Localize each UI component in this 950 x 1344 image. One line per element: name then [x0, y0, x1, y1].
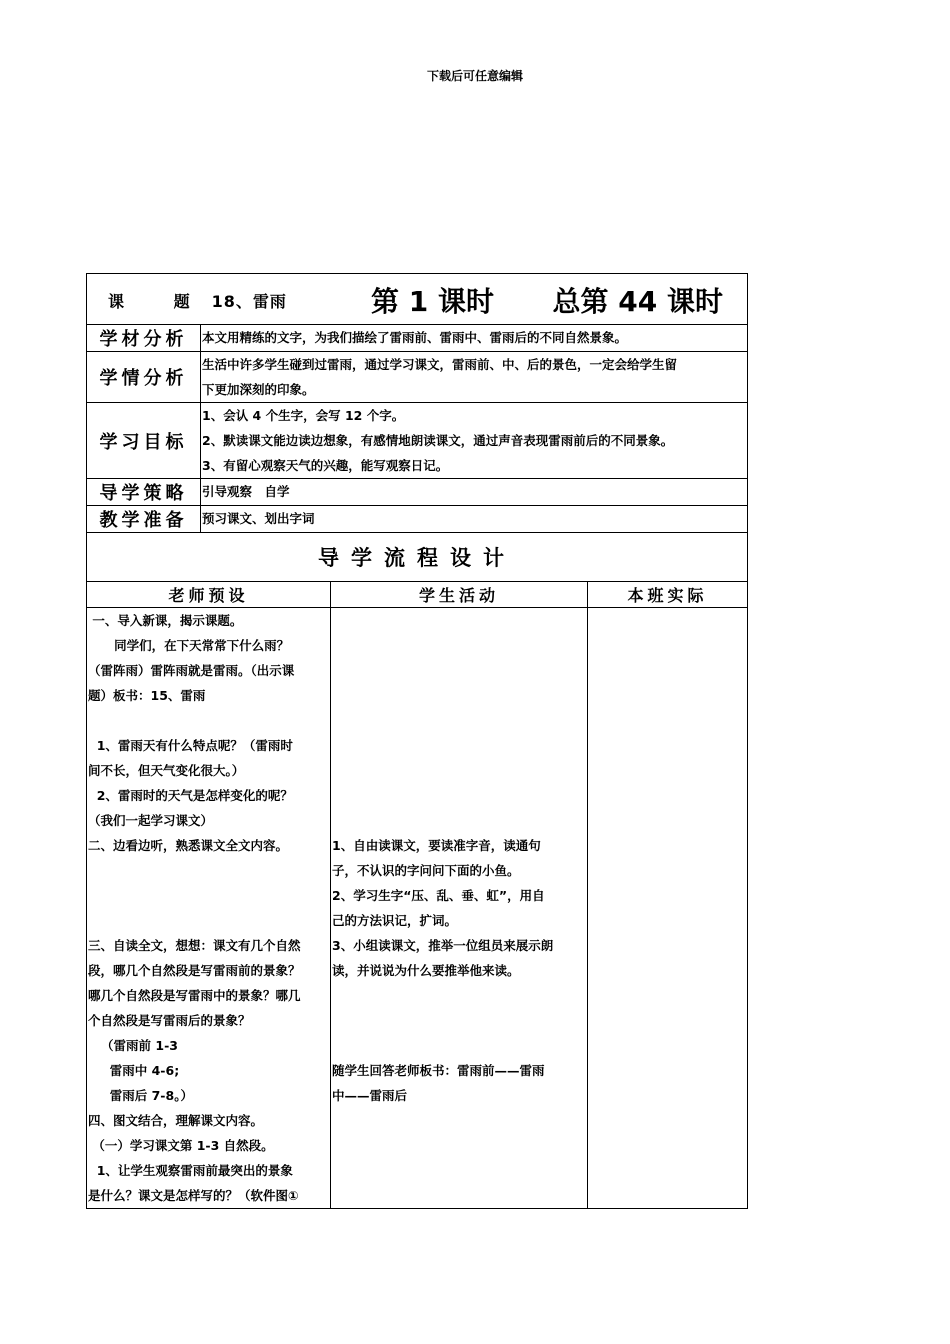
teacher-line: （我们一起学习课文） [88, 813, 214, 828]
student-line [332, 708, 586, 733]
situation-row [87, 352, 748, 403]
student-line: 3、小组读课文，推举一位组员来展示朗 [332, 938, 554, 953]
student-line [332, 1008, 586, 1033]
goals-row [87, 403, 748, 479]
student-column [331, 608, 588, 1209]
ke-ti-label: 课 题 [108, 292, 212, 311]
lesson-plan-table [86, 273, 748, 1209]
total-period-label: 总第 44 课时 [552, 285, 723, 318]
student-line [332, 983, 586, 1008]
teacher-line: 1、雷雨天有什么特点呢？（雷雨时 [88, 738, 293, 753]
teacher-line: （雷雨前 1-3 [88, 1038, 178, 1053]
student-line: 读，并说说为什么要推举他来读。 [332, 963, 520, 978]
goal-2: 2、默读课文能边读边想象，有感情地朗读课文，通过声音表现雷雨前后的不同景象。 [202, 433, 674, 448]
student-line: 子，不认识的字问问下面的小鱼。 [332, 863, 520, 878]
teacher-line: 1、让学生观察雷雨前最突出的景象 [88, 1163, 293, 1178]
teacher-line: 间不长，但天气变化很大。） [88, 763, 245, 778]
teacher-line: 三、自读全文，想想：课文有几个自然 [88, 938, 301, 953]
teacher-line [88, 908, 329, 933]
page-header-note: 下载后可任意编辑 [426, 69, 523, 83]
teacher-line [88, 708, 329, 733]
teacher-line: 哪几个自然段是写雷雨中的景象？哪几 [88, 988, 301, 1003]
student-line [332, 658, 586, 683]
flow-title: 导学流程设计 [87, 533, 748, 582]
student-line [332, 683, 586, 708]
col-teacher-header: 老师预设 [87, 582, 331, 608]
student-line [332, 733, 586, 758]
goal-1: 1、会认 4 个生字，会写 12 个字。 [202, 408, 405, 423]
material-label: 学材分析 [87, 325, 201, 352]
teacher-line: （一）学习课文第 1-3 自然段。 [88, 1138, 274, 1153]
teacher-line: 是什么？课文是怎样写的？（软件图① [88, 1188, 299, 1203]
student-line [332, 808, 586, 833]
teacher-line: 题）板书：15、雷雨 [88, 688, 206, 703]
teacher-line: 一、导入新课，揭示课题。 [88, 613, 243, 628]
lesson-title [108, 289, 287, 312]
teacher-line [88, 858, 329, 883]
teacher-line: 个自然段是写雷雨后的景象？ [88, 1013, 251, 1028]
teacher-line: 四、图文结合，理解课文内容。 [88, 1113, 264, 1128]
situation-line-1: 生活中许多学生碰到过雷雨，通过学习课文，雷雨前、中、后的景色，一定会给学生留 [202, 357, 678, 372]
period-label: 第 1 课时 [371, 285, 494, 318]
student-line [332, 1033, 586, 1058]
lesson-name: 18、雷雨 [211, 292, 287, 311]
flow-header-row [87, 582, 748, 608]
col-student-header: 学生活动 [331, 582, 588, 608]
strategy-row [87, 479, 748, 506]
strategy-label: 导学策略 [87, 479, 201, 506]
student-line [332, 758, 586, 783]
teacher-line: （雷阵雨）雷阵雨就是雷雨。（出示课 [88, 663, 295, 678]
prep-row [87, 506, 748, 533]
prep-text: 预习课文、划出字词 [201, 506, 748, 533]
col-actual-header: 本班实际 [588, 582, 748, 608]
teacher-line [88, 883, 329, 908]
teacher-line: 段，哪几个自然段是写雷雨前的景象？ [88, 963, 301, 978]
situation-line-2: 下更加深刻的印象。 [202, 382, 315, 397]
goals-text [201, 403, 748, 479]
teacher-line: 2、雷雨时的天气是怎样变化的呢？ [88, 788, 293, 803]
student-line: 2、学习生字“压、乱、垂、虹”，用自 [332, 888, 545, 903]
strategy-text: 引导观察 自学 [201, 479, 748, 506]
teacher-line: 同学们，在下天常常下什么雨？ [88, 638, 290, 653]
goal-3: 3、有留心观察天气的兴趣，能写观察日记。 [202, 458, 449, 473]
student-line: 1、自由读课文，要读准字音，读通句 [332, 838, 541, 853]
situation-label: 学情分析 [87, 352, 201, 403]
student-line [332, 633, 586, 658]
student-line: 己的方法识记，扩词。 [332, 913, 458, 928]
actual-column [588, 608, 748, 1209]
prep-label: 教学准备 [87, 506, 201, 533]
flow-body-row [87, 608, 748, 1209]
flow-title-row [87, 533, 748, 582]
material-row [87, 325, 748, 352]
situation-text [201, 352, 748, 403]
student-line [332, 608, 586, 633]
teacher-column [87, 608, 331, 1209]
student-line: 随学生回答老师板书：雷雨前——雷雨 [332, 1063, 545, 1078]
material-text: 本文用精练的文字，为我们描绘了雷雨前、雷雨中、雷雨后的不同自然景象。 [201, 325, 748, 352]
teacher-line: 雷雨中 4-6; [88, 1063, 180, 1078]
student-line [332, 783, 586, 808]
student-line: 中——雷雨后 [332, 1088, 408, 1103]
goals-label: 学习目标 [87, 403, 201, 479]
teacher-line: 雷雨后 7-8。） [88, 1088, 193, 1103]
period-info [371, 280, 723, 320]
teacher-line: 二、边看边听，熟悉课文全文内容。 [88, 838, 289, 853]
title-row [87, 274, 748, 325]
